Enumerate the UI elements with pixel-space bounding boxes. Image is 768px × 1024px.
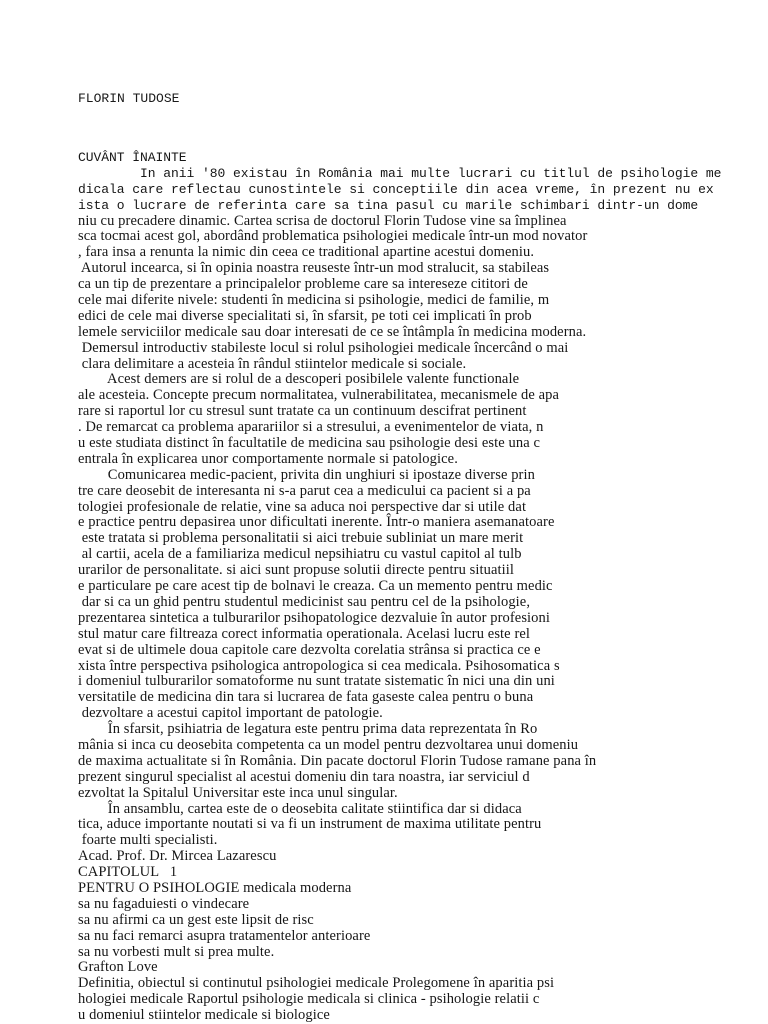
document-body xyxy=(78,150,758,1024)
text-line: de maxima actualitate si în România. Din pacate doctorul Florin Tudose ramane pana în xyxy=(78,752,597,769)
text-line: PENTRU O PSIHOLOGIE medicala moderna xyxy=(78,879,352,896)
text-line: mânia si inca cu deosebita competenta ca un model pentru dezvoltarea unui domeniu xyxy=(78,736,579,753)
text-line: entrala în explicarea unor comportamente normale si patologice. xyxy=(78,450,458,467)
text-line: tre care deosebit de interesanta ni s-a parut cea a medicului ca pacient si a pa xyxy=(78,482,531,499)
text-line: sa nu afirmi ca un gest este lipsit de risc xyxy=(78,911,314,928)
text-line: ca un tip de prezentare a principalelor probleme care sa intereseze cititori de xyxy=(78,276,528,293)
text-line: cele mai diferite nivele: studenti în medicina si psihologie, medici de familie, m xyxy=(78,292,550,309)
text-line: sca tocmai acest gol, abordând problematica psihologiei medicale într-un mod novator xyxy=(78,228,588,245)
text-line: evat si de ultimele doua capitole care dezvolta corelatia strânsa si practica ce e xyxy=(78,641,541,658)
text-line: ista o lucrare de referinta care sa tina pasul cu marile schimbari dintr-un dome xyxy=(78,197,699,213)
text-line: dar si ca un ghid pentru studentul medicinist sau pentru cel de la psihologie, xyxy=(78,593,531,610)
text-line: sa nu fagaduiesti o vindecare xyxy=(78,895,250,912)
text-line: lemele serviciilor medicale sau doar interesati de ce se întâmpla în medicina moderna. xyxy=(78,323,587,340)
text-line: clara delimitare a acesteia în rândul stiintelor medicale si sociale. xyxy=(78,355,467,372)
text-line: e particulare pe care acest tip de bolnavi le creaza. Ca un memento pentru medic xyxy=(78,578,553,595)
text-line: niu cu precadere dinamic. Cartea scrisa de doctorul Florin Tudose vine sa împlinea xyxy=(78,212,567,229)
text-line: u este studiata distinct în facultatile de medicina sau psihologie desi este una c xyxy=(78,435,540,452)
text-line: prezentarea sintetica a tulburarilor psihopatologice dezvaluie în autor profesioni xyxy=(78,609,551,626)
text-line: Grafton Love xyxy=(78,959,158,976)
text-line: . De remarcat ca problema aparariilor si a stresului, a evenimentelor de viata, n xyxy=(78,419,544,436)
text-line: urarilor de personalitate. si aici sunt propuse solutii directe pentru situatiil xyxy=(78,562,515,579)
text-line: dicala care reflectau cunostintele si conceptiile din acea vreme, în prezent nu ex xyxy=(78,181,714,197)
text-line: stul matur care filtreaza corect informatia operationala. Acelasi lucru este rel xyxy=(78,625,531,642)
text-line: CAPITOLUL 1 xyxy=(78,864,178,881)
text-line: xista între perspectiva psihologica antropologica si cea medicala. Psihosomatica s xyxy=(78,657,560,674)
text-line: e practice pentru depasirea unor dificultati inerente. Într-o maniera asemanatoare xyxy=(78,514,555,531)
text-line: tologiei profesionale de relatie, vine sa aduca noi perspective dar si utile dat xyxy=(78,498,527,515)
text-line: este tratata si problema personalitatii si aici trebuie subliniat un mare merit xyxy=(78,530,524,547)
text-line: Comunicarea medic-pacient, privita din unghiuri si ipostaze diverse prin xyxy=(78,466,535,483)
text-line: Definitia, obiectul si continutul psihologiei medicale Prolegomene în aparitia psi xyxy=(78,975,555,992)
text-line: i domeniul tulburarilor somatoforme nu sunt tratate sistematic în nici una din uni xyxy=(78,673,555,690)
text-line: rare si raportul lor cu stresul sunt tratate ca un continuum descifrat pertinent xyxy=(78,403,527,420)
text-line: al cartii, acela de a familiariza medicul nepsihiatru cu vastul capitol al tulb xyxy=(78,546,522,563)
text-line: tica, aduce importante noutati si va fi un instrument de maxima utilitate pentru xyxy=(78,816,542,833)
text-line: sa nu faci remarci asupra tratamentelor anterioare xyxy=(78,927,371,944)
text-line: sa nu vorbesti mult si prea multe. xyxy=(78,943,275,960)
text-line: În sfarsit, psihiatria de legatura este pentru prima data reprezentata în Ro xyxy=(78,721,538,738)
text-line: u domeniul stiintelor medicale si biologice xyxy=(78,1007,330,1024)
text-line: hologiei medicale Raportul psihologie medicala si clinica - psihologie relatii c xyxy=(78,991,540,1008)
text-line: Demersul introductiv stabileste locul si rolul psihologiei medicale încercând o mai xyxy=(78,339,569,356)
text-line: , fara insa a renunta la nimic din ceea ce traditional apartine acestui domeniu. xyxy=(78,244,535,261)
text-line: In anii '80 existau în România mai multe lucrari cu titlul de psihologie me xyxy=(78,165,722,181)
text-line: dezvoltare a acestui capitol important de patologie. xyxy=(78,705,383,722)
text-line: ale acesteia. Concepte precum normalitatea, vulnerabilitatea, mecanismele de apa xyxy=(78,387,560,404)
text-line: Acad. Prof. Dr. Mircea Lazarescu xyxy=(78,848,277,865)
text-line: foarte multi specialisti. xyxy=(78,832,218,849)
author-name: FLORIN TUDOSE xyxy=(78,91,180,106)
text-line: edici de cele mai diverse specialitati si, în sfarsit, pe toti cei implicati în prob xyxy=(78,307,532,324)
text-line: CUVÂNT ÎNAINTE xyxy=(78,150,187,165)
text-line: prezent singurul specialist al acestui domeniu din tara noastra, iar serviciul d xyxy=(78,768,530,785)
text-line: ezvoltat la Spitalul Universitar este inca unul singular. xyxy=(78,784,398,801)
text-line: Autorul incearca, si în opinia noastra reuseste într-un mod stralucit, sa stabileas xyxy=(78,260,550,277)
text-line: versitatile de medicina din tara si lucrarea de fata gaseste calea pentru o buna xyxy=(78,689,534,706)
text-line: În ansamblu, cartea este de o deosebita calitate stiintifica dar si didaca xyxy=(78,800,522,817)
text-line: Acest demers are si rolul de a descoperi posibilele valente functionale xyxy=(78,371,520,388)
